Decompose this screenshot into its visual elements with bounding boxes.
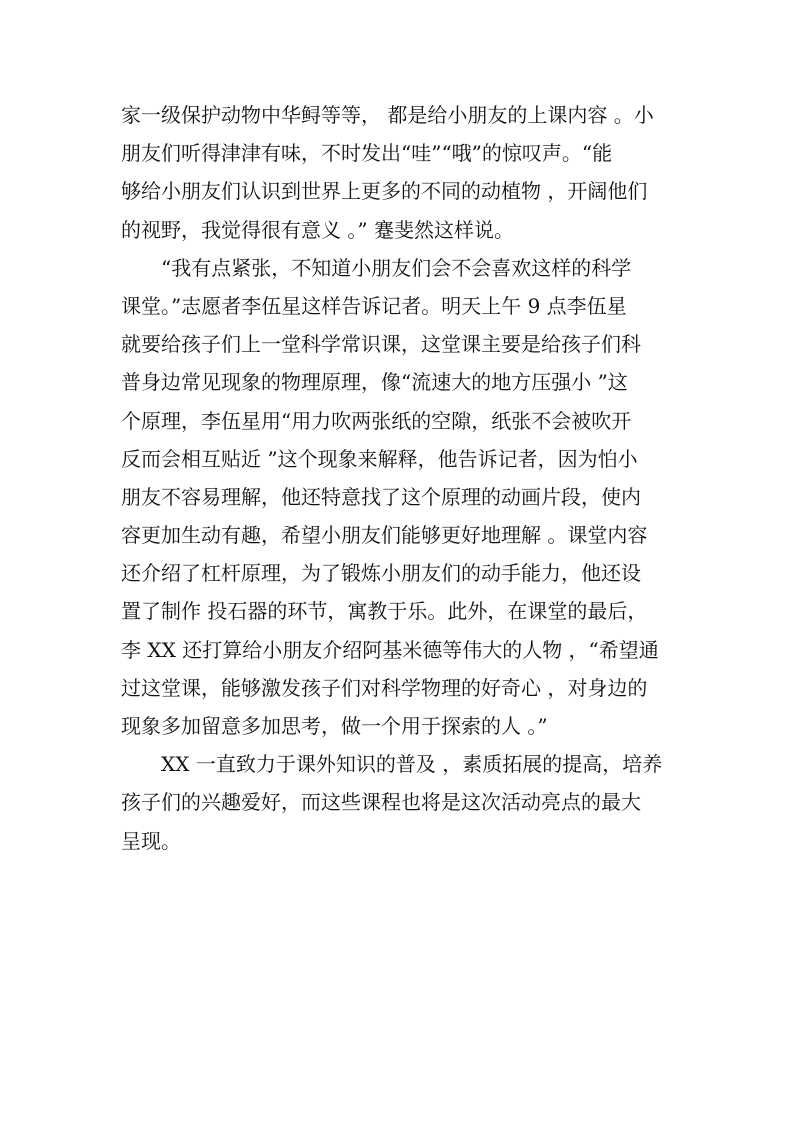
text-line: “我有点紧张，不知道小朋友们会不会喜欢这样的科学 (161, 255, 632, 280)
text-line: 容更加生动有趣，希望小朋友们能够更好地理解 。课堂内容 (121, 523, 648, 548)
text-line: 置了制作 投石器的环节，寓教于乐。此外，在课堂的最后， (121, 599, 648, 624)
document-body (121, 96, 681, 860)
text-line: 呈现。 (121, 828, 181, 853)
text-line: 过这堂课，能够激发孩子们对科学物理的好奇心 ，对身边的 (121, 675, 648, 700)
text-line: 反而会相互贴近 ”这个现象来解释，他告诉记者，因为怕小 (121, 446, 638, 471)
text-line: 现象多加留意多加思考，做一个用于探索的人 。” (121, 714, 548, 738)
text-line: 普身边常见现象的物理原理，像“流速大的地方压强小 ”这 (121, 370, 628, 395)
text-line: 还介绍了杠杆原理，为了锻炼小朋友们的动手能力，他还设 (121, 561, 641, 586)
text-line: 家一级保护动物中华鲟等等， 都是给小朋友的上课内容 。小 (121, 103, 654, 127)
paragraph-1 (121, 96, 681, 249)
text-line: 朋友们听得津津有味，不时发出“哇”“哦”的惊叹声。“能 (121, 141, 613, 166)
text-line: 的视野，我觉得很有意义 。” 蹇斐然这样说。 (121, 217, 514, 242)
text-line: 个原理，李伍星用“用力吹两张纸的空隙，纸张不会被吹开 (121, 408, 632, 433)
text-line: XX 一直致力于课外知识的普及 ，素质拓展的提高，培养 (161, 752, 663, 777)
text-line: 就要给孩子们上一堂科学常识课，这堂课主要是给孩子们科 (121, 332, 641, 357)
paragraph-3 (121, 745, 681, 860)
paragraph-2 (121, 249, 681, 745)
text-line: 李 XX 还打算给小朋友介绍阿基米德等伟大的人物 ，“希望通 (121, 637, 659, 662)
text-line: 课堂。”志愿者李伍星这样告诉记者。明天上午 9 点李伍星 (121, 293, 627, 318)
text-line: 孩子们的兴趣爱好，而这些课程也将是这次活动亮点的最大 (121, 790, 641, 815)
text-line: 够给小朋友们认识到世界上更多的不同的动植物 ，开阔他们 (121, 179, 648, 204)
text-line: 朋友不容易理解，他还特意找了这个原理的动画片段，使内 (121, 484, 641, 509)
